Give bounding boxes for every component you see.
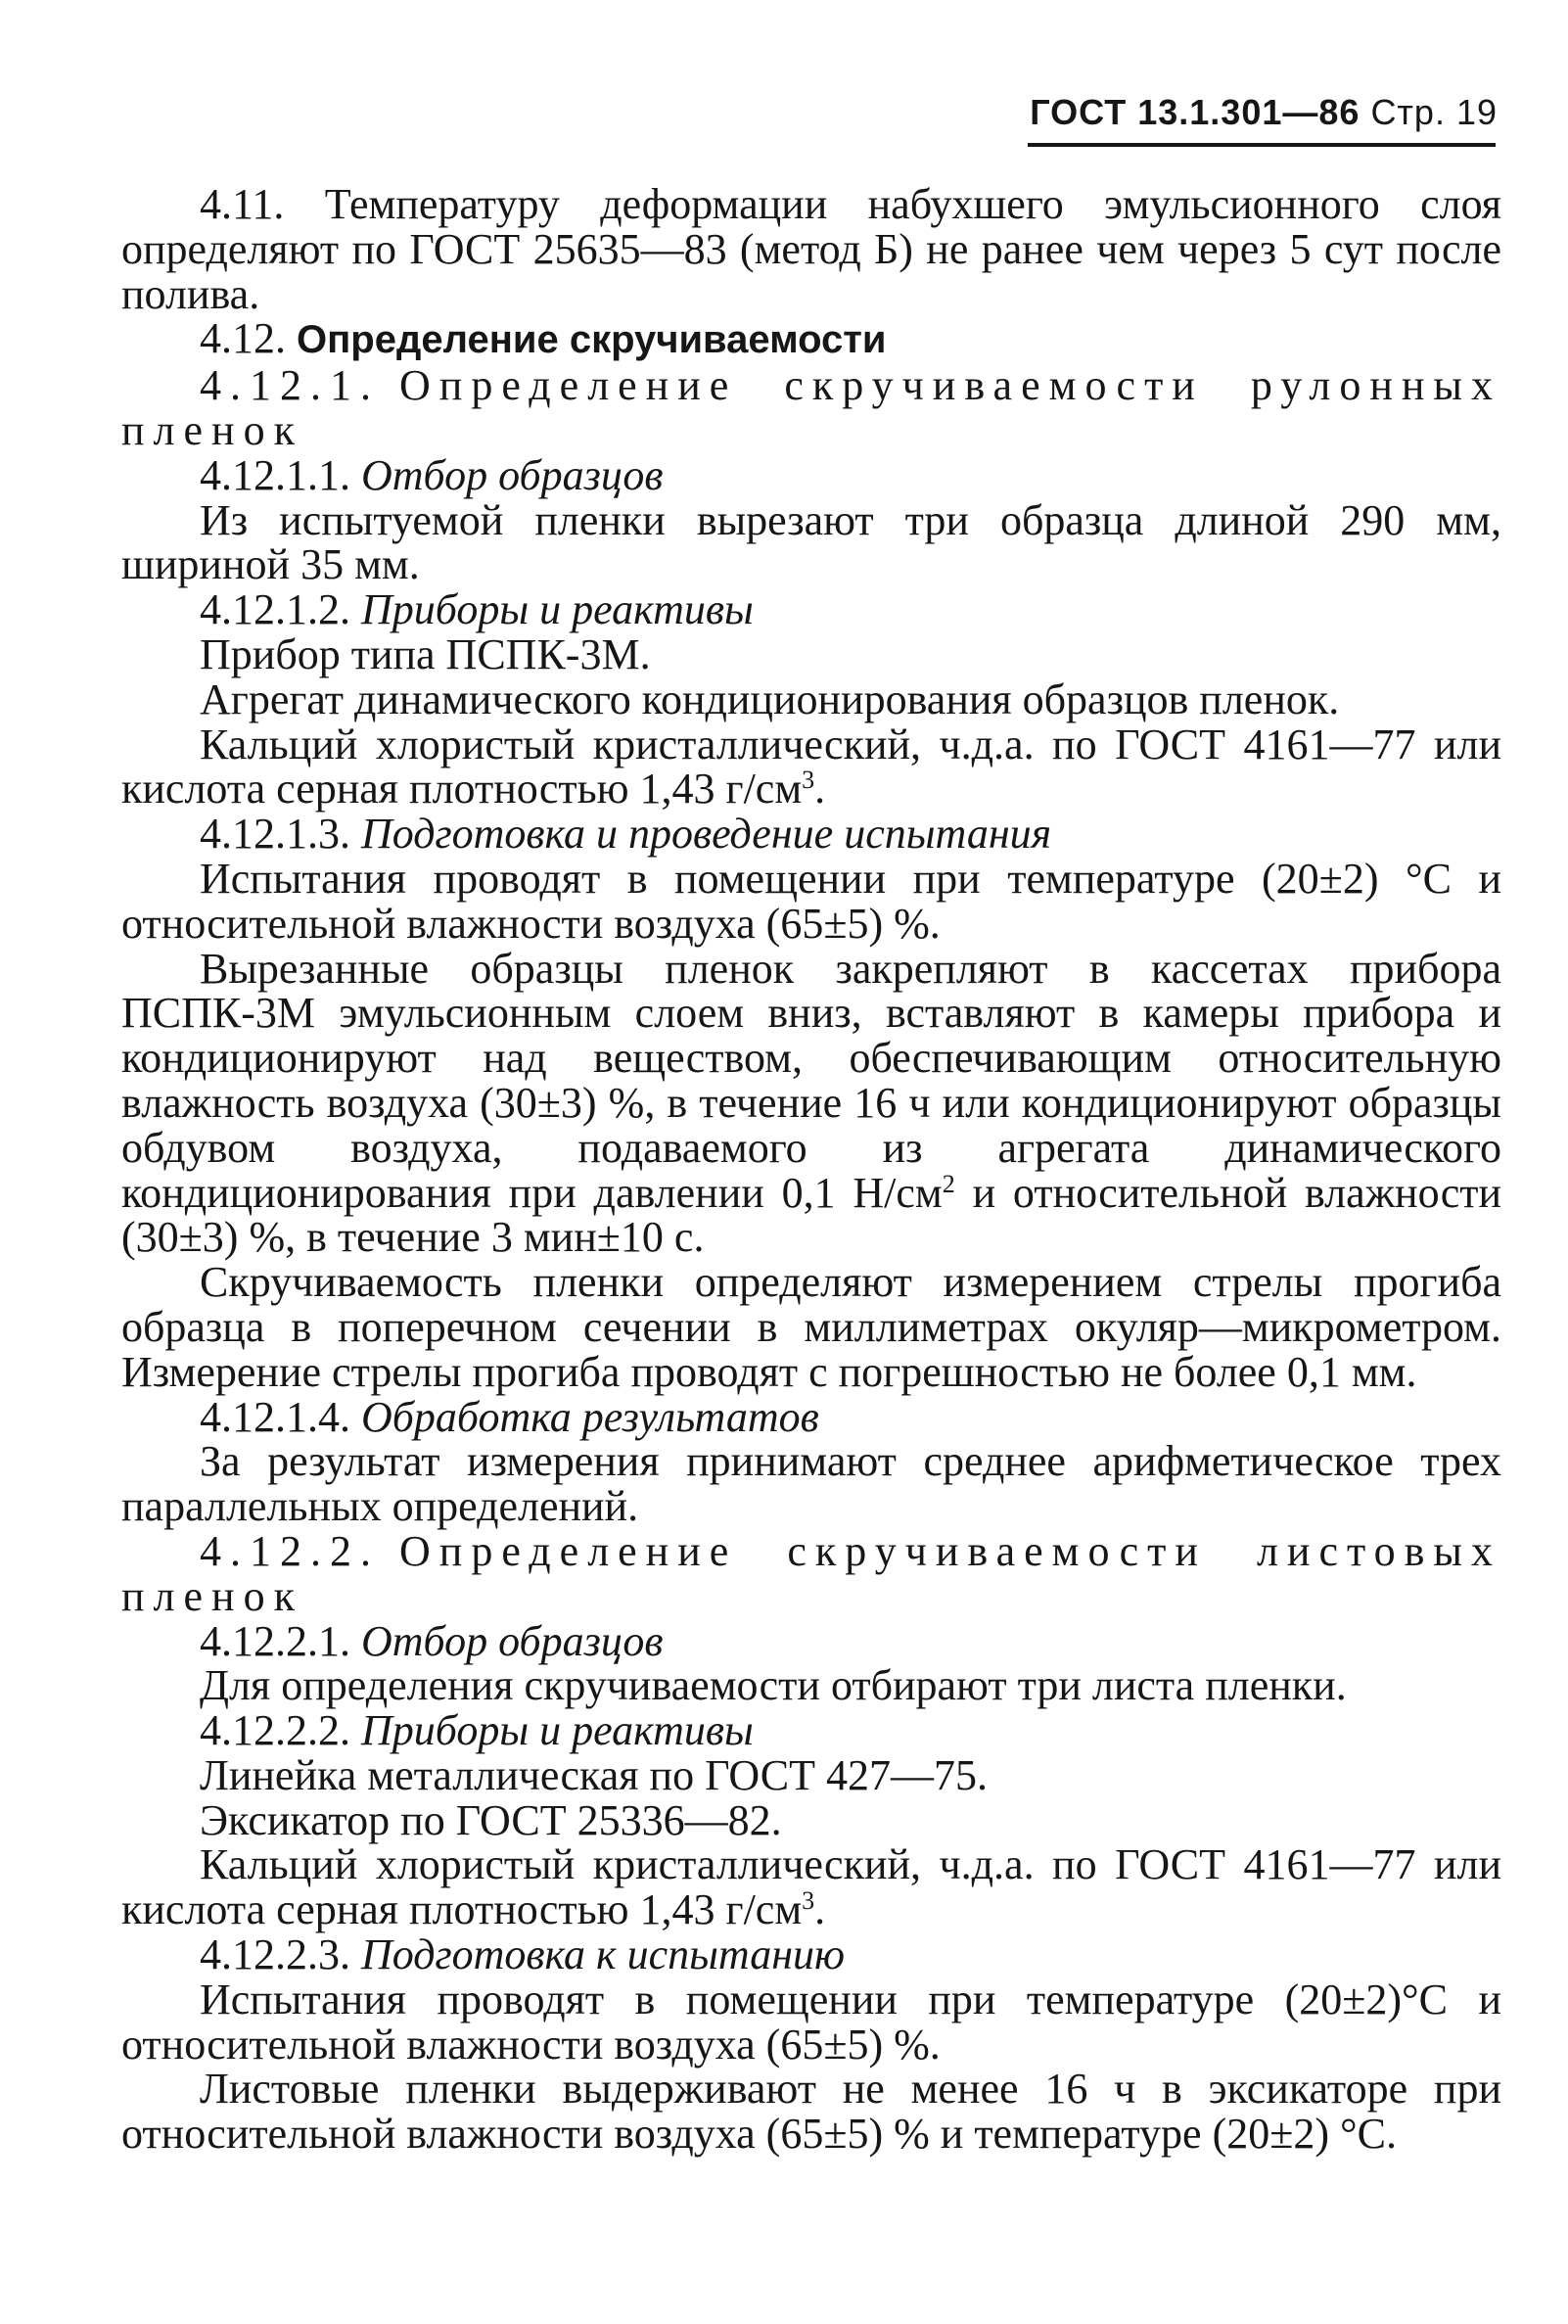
clause-number: 4.12.2.1. — [200, 1616, 350, 1665]
subsection-heading-continuation: пленок — [121, 405, 303, 454]
subsection-heading-4-12-1 — [121, 363, 1501, 408]
subsection-word: скручиваемости — [784, 361, 1204, 410]
subsection-number — [200, 363, 737, 408]
clause-title: Приборы и реактивы — [361, 1706, 754, 1755]
paragraph: Для определения скручиваемости отбирают три листа пленки. — [200, 1661, 1347, 1710]
clause-title: Приборы и реактивы — [361, 585, 754, 634]
paragraph — [121, 944, 1501, 1262]
paragraph-end: . — [814, 1885, 826, 1934]
paragraph-text: и относительной влажности (30±3) %, в течение 3 мин±10 с. — [121, 1168, 1501, 1262]
paragraph: Прибор типа ПСПК-3М. — [200, 629, 651, 678]
page-number: Стр. 19 — [1370, 92, 1498, 132]
clause-title: Отбор образцов — [361, 450, 664, 499]
subsection-num-text: 4.12.2. — [200, 1526, 380, 1575]
subsection-word: рулонных — [1250, 361, 1501, 410]
clause-heading-4-12-2-2 — [121, 1708, 1501, 1753]
section-number: 4.12. — [200, 314, 286, 363]
subsection-word: листовых — [1256, 1526, 1501, 1575]
subsection-word: скручиваемости — [787, 1526, 1207, 1575]
paragraph: Листовые пленки выдерживают не менее 16 ч в эксикаторе при относительной влажности воздуха (65±5) % и температуре (20±2) °C. — [121, 2065, 1501, 2159]
paragraph: Агрегат динамического кондиционирования образцов пленок. — [200, 674, 1340, 723]
clause-title: Подготовка к испытанию — [361, 1930, 846, 1979]
clause-title: Отбор образцов — [361, 1616, 664, 1665]
paragraph: Скручиваемость пленки определяют измерением стрелы прогиба образца в поперечном сечении в миллиметрах окуляр—микрометром. Измерение стрелы прогиба проводят с погрешностью не более 0,1 мм. — [121, 1258, 1501, 1396]
paragraph-text: Кальций хлористый кристаллический, ч.д.а. по ГОСТ 4161—77 или кислота серная плотностью 1,43 г/см — [121, 720, 1501, 813]
clause-title: Подготовка и проведение испытания — [361, 810, 1052, 859]
paragraph: Из испытуемой пленки вырезают три образца длиной 290 мм, шириной 35 мм. — [121, 495, 1501, 589]
superscript: 3 — [802, 766, 815, 795]
subsection-word: Определение — [399, 1526, 738, 1575]
clause-heading-4-12-2-3 — [121, 1932, 1501, 1977]
paragraph: Эксикатор по ГОСТ 25336—82. — [200, 1795, 782, 1844]
subsection-word: Определение — [399, 361, 738, 410]
header-rule — [1028, 143, 1496, 147]
clause-number: 4.12.1.4. — [200, 1392, 350, 1441]
paragraph-4-11: 4.11. Температуру деформации набухшего эмульсионного слоя определяют по ГОСТ 25635—83 (метод Б) не ранее чем через 5 сут после полива. — [121, 180, 1501, 318]
clause-number: 4.12.2.3. — [200, 1930, 350, 1979]
paragraph: Испытания проводят в помещении при температуре (20±2) °C и относительной влажности воздуха (65±5) %. — [121, 854, 1501, 948]
document-body — [121, 182, 1501, 2157]
subsection-number — [200, 1526, 738, 1575]
subsection-heading-4-12-2 — [121, 1526, 1501, 1575]
paragraph: За результат измерения принимают среднее арифметическое трех параллельных определений. — [121, 1437, 1501, 1531]
standard-number: ГОСТ 13.1.301—86 — [1030, 92, 1360, 132]
clause-title: Обработка результатов — [361, 1392, 819, 1441]
paragraph-text: Вырезанные образцы пленок закрепляют в кассетах прибора ПСПК-3М эмульсионным слоем вниз, вставляют в камеры прибора и кондиционируют над веществом, обеспечивающим относительную влажность воздуха (30±3) %, в течение 16 ч или кондиционируют образцы обдувом воздуха, подаваемого из агрегата динамического кондиционирования при давлении 0,1 Н/см — [121, 944, 1501, 1217]
paragraph-text: Кальций хлористый кристаллический, ч.д.а. по ГОСТ 4161—77 или кислота серная плотностью 1,43 г/см — [121, 1840, 1501, 1934]
clause-heading-4-12-1-1 — [121, 450, 1501, 499]
clause-heading-4-12-1-4 — [121, 1392, 1501, 1441]
clause-number: 4.12.2.2. — [200, 1706, 350, 1755]
clause-number: 4.12.1.3. — [200, 810, 350, 859]
section-title: Определение скручиваемости — [297, 318, 887, 362]
clause-number: 4.12.1.2. — [200, 585, 350, 634]
paragraph: Испытания проводят в помещении при температуре (20±2)°C и относительной влажности воздуха (65±5) %. — [121, 1975, 1501, 2068]
superscript: 3 — [802, 1886, 815, 1916]
paragraph — [121, 722, 1501, 813]
page-header — [1030, 92, 1498, 133]
paragraph — [121, 1842, 1501, 1932]
clause-heading-4-12-1-2 — [121, 587, 1501, 632]
paragraph-end: . — [814, 765, 826, 813]
subsection-num-text: 4.12.1. — [200, 361, 380, 410]
paragraph: Линейка металлическая по ГОСТ 427—75. — [200, 1750, 988, 1799]
superscript: 2 — [942, 1169, 955, 1198]
section-heading-4-12 — [121, 316, 1501, 363]
clause-heading-4-12-2-1 — [121, 1616, 1501, 1665]
clause-number: 4.12.1.1. — [200, 450, 350, 499]
clause-heading-4-12-1-3 — [121, 812, 1501, 857]
subsection-heading-continuation: пленок — [121, 1571, 303, 1620]
